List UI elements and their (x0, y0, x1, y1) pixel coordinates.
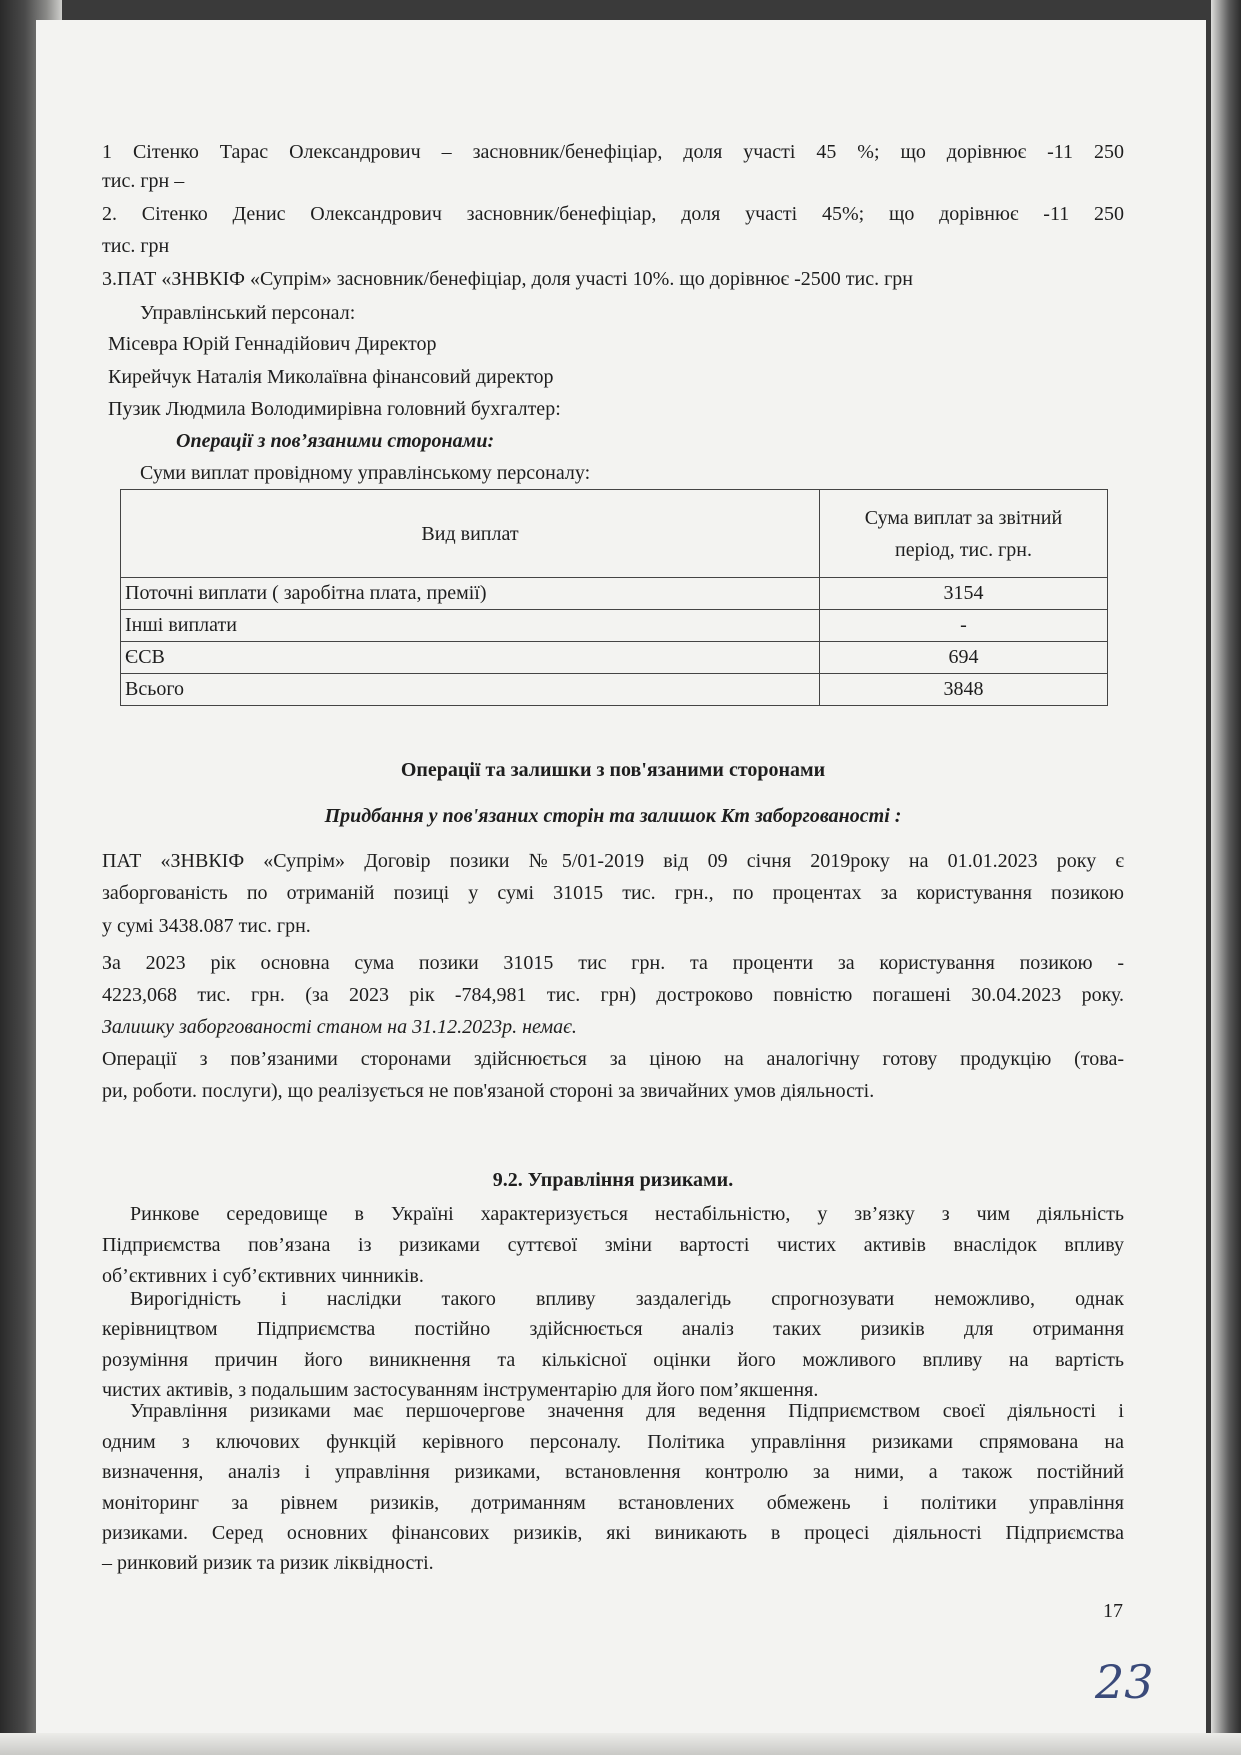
founder-line-3: 3.ПАТ «ЗНВКІФ «Супрім» засновник/бенефіціар, доля участі 10%. що дорівнює -2500 тис. грн (102, 268, 914, 290)
founder-line-1: 1 Сітенко Тарас Олександрович – засновник/бенефіціар, доля участі 45 %; що дорівнює -11 250 (102, 141, 1124, 163)
risk-p3-line-1: Управління ризиками має першочергове значення для ведення Підприємством своєї діяльності і (130, 1400, 1124, 1422)
founder-line-1-cont: тис. грн – (102, 170, 185, 192)
row-value: - (820, 610, 1108, 642)
risk-p2-line-1: Вирогідність і наслідки такого впливу заздалегідь спрогнозувати неможливо, однак (130, 1288, 1124, 1310)
risk-p3-line-2: одним з ключових функцій керівного персоналу. Політика управління ризиками спрямована на (102, 1431, 1124, 1453)
handwritten-sheet-number: 23 (1095, 1655, 1154, 1709)
purchases-heading: Придбання у пов'язаних сторін та залишок Кт заборгованості : (324, 805, 902, 827)
risk-p3-line-5: ризиками. Серед основних фінансових ризиків, які виникають в процесі діяльності Підприємства (102, 1522, 1124, 1544)
amount-header-line-1: Сума виплат за звітний (864, 506, 1063, 529)
loan-line-1: ПАТ «ЗНВКІФ «Супрім» Договір позики №5/01-2019 від 09 січня 2019року на 01.01.2023 року є (102, 850, 1124, 872)
risk-p1-line-3: об’єктивних і суб’єктивних чинників. (102, 1265, 424, 1287)
row-value: 3154 (820, 578, 1108, 610)
row-label: Інші виплати (121, 610, 820, 642)
founder-line-2-cont: тис. грн (102, 235, 170, 257)
table-row (121, 610, 1108, 642)
loan-line-4: За 2023 рік основна сума позики 31015 тис грн. та проценти за користування позикою - (102, 952, 1124, 974)
loan-line-2: заборгованість по отриманій позиці у сумі 31015 тис. грн., по процентах за користування позикою (102, 882, 1124, 904)
risk-p2-line-3: розуміння причин його виникнення та кількісної оцінки його можливого впливу на вартість (102, 1349, 1124, 1371)
table-row (121, 674, 1108, 706)
payments-caption: Суми виплат провідному управлінському персоналу: (140, 462, 591, 484)
table-header-amount (820, 490, 1108, 578)
table-header-row (121, 490, 1108, 578)
amount-header-line-2: період, тис. грн. (895, 538, 1032, 561)
payments-table (120, 489, 1108, 706)
loan-line-6: Залишку заборгованості станом на 31.12.2023р. немає. (102, 1016, 577, 1038)
risk-p3-line-3: визначення, аналіз і управління ризиками, встановлення контролю за ними, а також постійний (102, 1461, 1124, 1483)
related-party-ops-heading: Операції з пов’язаними сторонами: (176, 430, 495, 452)
row-label: Поточні виплати ( заробітна плата, премії) (121, 578, 820, 610)
loan-line-7: Операції з пов’язаними сторонами здійснюється за ціною на аналогічну готову продукцію (това- (102, 1048, 1124, 1070)
table-row (121, 642, 1108, 674)
risk-heading: 9.2. Управління ризиками. (492, 1169, 734, 1191)
loan-line-5: 4223,068 тис. грн. (за 2023 рік -784,981 тис. грн) достроково повністю погашені 30.04.2023 року. (102, 984, 1124, 1006)
row-label: ЄСВ (121, 642, 820, 674)
page-number: 17 (1103, 1600, 1123, 1622)
risk-p3-line-6: – ринковий ризик та ризик ліквідності. (102, 1552, 434, 1574)
row-label: Всього (121, 674, 820, 706)
table-header-type: Вид виплат (121, 490, 820, 578)
management-heading: Управлінський персонал: (140, 302, 356, 324)
risk-p1-line-1: Ринкове середовище в Україні характеризується нестабільністю, у зв’язку з чим діяльність (130, 1203, 1124, 1225)
loan-line-3: у сумі 3438.087 тис. грн. (102, 915, 311, 937)
risk-p1-line-2: Підприємства пов’язана із ризиками суттєвої зміни вартості чистих активів внаслідок впливу (102, 1234, 1124, 1256)
founder-line-2: 2. Сітенко Денис Олександрович засновник/бенефіціар, доля участі 45%; що дорівнює -11 250 (102, 203, 1124, 225)
management-cfo: Кирейчук Наталія Миколаївна фінансовий директор (108, 366, 554, 388)
balances-heading: Операції та залишки з пов'язаними сторонами (400, 759, 826, 781)
risk-p2-line-4: чистих активів, з подальшим застосуванням інструментарію для його пом’якшення. (102, 1379, 819, 1401)
table-row (121, 578, 1108, 610)
row-value: 3848 (820, 674, 1108, 706)
risk-p2-line-2: керівництвом Підприємства постійно здійснюється аналіз таких ризиків для отримання (102, 1318, 1124, 1340)
row-value: 694 (820, 642, 1108, 674)
management-accountant: Пузик Людмила Володимирівна головний бухгалтер: (108, 398, 561, 420)
loan-line-8: ри, роботи. послуги), що реалізується не пов'язаной стороні за звичайних умов діяльності. (102, 1080, 875, 1102)
management-director: Місевра Юрій Геннадійович Директор (108, 333, 437, 355)
risk-p3-line-4: моніторинг за рівнем ризиків, дотриманням встановлених обмежень і політики управління (102, 1492, 1124, 1514)
